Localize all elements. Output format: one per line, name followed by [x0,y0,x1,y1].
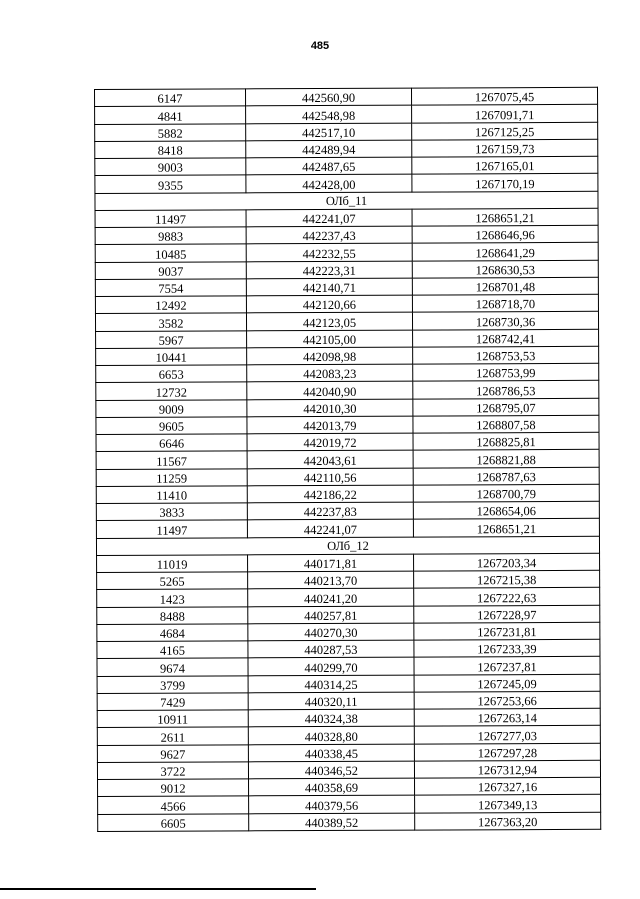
table-row [95,260,598,279]
table-row [96,363,599,382]
table-row [97,743,600,762]
point-number-cell: 7554 [95,279,246,297]
point-number-cell: 9355 [95,175,246,193]
point-number-cell: 11567 [96,451,247,469]
y-coordinate-cell: 1267349,13 [415,795,601,813]
x-coordinate-cell: 440338,45 [248,744,414,762]
x-coordinate-cell: 442241,07 [246,209,412,227]
y-coordinate-cell: 1268700,79 [413,484,599,502]
table-row [95,312,598,331]
x-coordinate-cell: 442237,43 [246,226,412,244]
x-coordinate-cell: 442123,05 [246,312,412,330]
point-number-cell: 4841 [95,106,246,124]
point-number-cell: 7429 [97,693,248,711]
y-coordinate-cell: 1267297,28 [414,743,600,761]
x-coordinate-cell: 442013,79 [247,416,413,434]
table-row [95,277,598,296]
point-number-cell: 3833 [96,503,247,521]
y-coordinate-cell: 1267312,94 [414,760,600,778]
point-number-cell: 9674 [97,658,248,676]
x-coordinate-cell: 440171,81 [248,554,414,572]
point-number-cell: 11410 [96,486,247,504]
y-coordinate-cell: 1268651,21 [412,208,598,226]
x-coordinate-cell: 442140,71 [246,278,412,296]
y-coordinate-cell: 1267253,66 [414,691,600,709]
table-row [97,639,600,658]
x-coordinate-cell: 442489,94 [246,140,412,158]
point-number-cell: 4684 [97,624,248,642]
x-coordinate-cell: 440346,52 [248,761,414,779]
table-row [95,208,598,227]
scan-edge-line [0,888,316,890]
y-coordinate-cell: 1267245,09 [414,674,600,692]
table-row [96,484,599,503]
x-coordinate-cell: 442098,98 [247,347,413,365]
point-number-cell: 10485 [95,244,246,262]
point-number-cell: 6147 [95,89,246,107]
point-number-cell: 12732 [96,382,247,400]
x-coordinate-cell: 442237,83 [247,502,413,520]
x-coordinate-cell: 442428,00 [246,174,412,192]
x-coordinate-cell: 440257,81 [248,606,414,624]
x-coordinate-cell: 442223,31 [246,261,412,279]
x-coordinate-cell: 442043,61 [247,450,413,468]
x-coordinate-cell: 440270,30 [248,623,414,641]
y-coordinate-cell: 1268825,81 [413,432,599,450]
table-row [96,450,599,469]
point-number-cell: 12492 [95,296,246,314]
section-header-row [95,191,598,210]
table-row [96,329,599,348]
x-coordinate-cell: 442105,00 [247,330,413,348]
table-row [95,294,598,313]
y-coordinate-cell: 1267215,38 [414,570,600,588]
table-row [95,225,598,244]
point-number-cell: 10441 [96,348,247,366]
y-coordinate-cell: 1268821,88 [413,450,599,468]
section-title: ОЛб_11 [95,191,598,210]
table-row [97,622,600,641]
point-number-cell: 9605 [96,417,247,435]
y-coordinate-cell: 1267075,45 [411,87,597,105]
point-number-cell: 2611 [97,727,248,745]
x-coordinate-cell: 440328,80 [248,726,414,744]
table-row [95,139,598,158]
y-coordinate-cell: 1267233,39 [414,639,600,657]
section-header-row [96,536,599,555]
x-coordinate-cell: 440314,25 [248,675,414,693]
y-coordinate-cell: 1267263,14 [414,708,600,726]
x-coordinate-cell: 440379,56 [249,795,415,813]
x-coordinate-cell: 442083,23 [247,364,413,382]
table-row [97,674,600,693]
table-row [97,588,600,607]
point-number-cell: 4566 [98,796,249,814]
x-coordinate-cell: 442487,65 [246,157,412,175]
x-coordinate-cell: 442040,90 [247,381,413,399]
point-number-cell: 8488 [97,606,248,624]
x-coordinate-cell: 440389,52 [249,813,415,831]
x-coordinate-cell: 442548,98 [246,105,412,123]
y-coordinate-cell: 1268753,99 [413,363,599,381]
point-number-cell: 11019 [97,555,248,573]
point-number-cell: 9012 [98,779,249,797]
y-coordinate-cell: 1268753,53 [413,346,599,364]
table-row [98,795,601,814]
y-coordinate-cell: 1268701,48 [412,277,598,295]
point-number-cell: 5882 [95,123,246,141]
page-number: 485 [310,40,330,52]
y-coordinate-cell: 1267203,34 [414,553,600,571]
x-coordinate-cell: 442232,55 [246,243,412,261]
table-row [96,519,599,538]
x-coordinate-cell: 440299,70 [248,657,414,675]
x-coordinate-cell: 442019,72 [247,433,413,451]
y-coordinate-cell: 1268807,58 [413,415,599,433]
x-coordinate-cell: 442186,22 [247,485,413,503]
y-coordinate-cell: 1267231,81 [414,622,600,640]
table-row [97,605,600,624]
x-coordinate-cell: 440358,69 [249,778,415,796]
point-number-cell: 6653 [96,365,247,383]
table-row [95,87,598,106]
table-row [96,432,599,451]
table-row [98,777,601,796]
y-coordinate-cell: 1267165,01 [412,156,598,174]
point-number-cell: 9037 [95,261,246,279]
point-number-cell: 3799 [97,675,248,693]
y-coordinate-cell: 1268730,36 [412,312,598,330]
table-row [97,553,600,572]
x-coordinate-cell: 442517,10 [246,123,412,141]
point-number-cell: 1423 [97,589,248,607]
table-row [96,501,599,520]
x-coordinate-cell: 442010,30 [247,399,413,417]
y-coordinate-cell: 1267159,73 [412,139,598,157]
table-row [95,156,598,175]
point-number-cell: 5967 [96,330,247,348]
y-coordinate-cell: 1268654,06 [413,501,599,519]
x-coordinate-cell: 442241,07 [247,519,413,537]
y-coordinate-cell: 1267237,81 [414,657,600,675]
section-title: ОЛб_12 [96,536,599,555]
x-coordinate-cell: 440213,70 [248,571,414,589]
y-coordinate-cell: 1268646,96 [412,225,598,243]
y-coordinate-cell: 1267277,03 [414,726,600,744]
point-number-cell: 4165 [97,641,248,659]
table-row [97,726,600,745]
y-coordinate-cell: 1268786,53 [413,381,599,399]
coordinates-table-body [95,87,601,831]
x-coordinate-cell: 442120,66 [246,295,412,313]
point-number-cell: 5265 [97,572,248,590]
table-row [96,415,599,434]
point-number-cell: 9627 [97,744,248,762]
x-coordinate-cell: 442560,90 [246,88,412,106]
y-coordinate-cell: 1267222,63 [414,588,600,606]
point-number-cell: 3582 [95,313,246,331]
table-row [95,174,598,193]
x-coordinate-cell: 440241,20 [248,588,414,606]
point-number-cell: 10911 [97,710,248,728]
table-row [96,346,599,365]
x-coordinate-cell: 442110,56 [247,468,413,486]
x-coordinate-cell: 440324,38 [248,709,414,727]
table-row [97,691,600,710]
table-row [98,812,601,831]
y-coordinate-cell: 1267327,16 [415,777,601,795]
y-coordinate-cell: 1268787,63 [413,467,599,485]
x-coordinate-cell: 440320,11 [248,692,414,710]
point-number-cell: 11497 [95,210,246,228]
y-coordinate-cell: 1267228,97 [414,605,600,623]
table-row [97,570,600,589]
table-row [97,657,600,676]
y-coordinate-cell: 1268718,70 [412,294,598,312]
table-row [97,760,600,779]
y-coordinate-cell: 1267170,19 [412,174,598,192]
table-row [96,467,599,486]
y-coordinate-cell: 1268742,41 [413,329,599,347]
y-coordinate-cell: 1268795,07 [413,398,599,416]
table-row [95,105,598,124]
table-row [97,708,600,727]
point-number-cell: 11497 [96,520,247,538]
table-row [95,243,598,262]
point-number-cell: 9009 [96,399,247,417]
point-number-cell: 3722 [97,762,248,780]
y-coordinate-cell: 1268630,53 [412,260,598,278]
point-number-cell: 6605 [98,813,249,831]
point-number-cell: 9883 [95,227,246,245]
table-row [95,122,598,141]
y-coordinate-cell: 1267125,25 [412,122,598,140]
point-number-cell: 6646 [96,434,247,452]
y-coordinate-cell: 1267363,20 [415,812,601,830]
y-coordinate-cell: 1268641,29 [412,243,598,261]
table-row [96,398,599,417]
y-coordinate-cell: 1267091,71 [412,105,598,123]
y-coordinate-cell: 1268651,21 [413,519,599,537]
point-number-cell: 9003 [95,158,246,176]
point-number-cell: 8418 [95,141,246,159]
point-number-cell: 11259 [96,468,247,486]
x-coordinate-cell: 440287,53 [248,640,414,658]
table-row [96,381,599,400]
coordinates-table [94,87,601,832]
